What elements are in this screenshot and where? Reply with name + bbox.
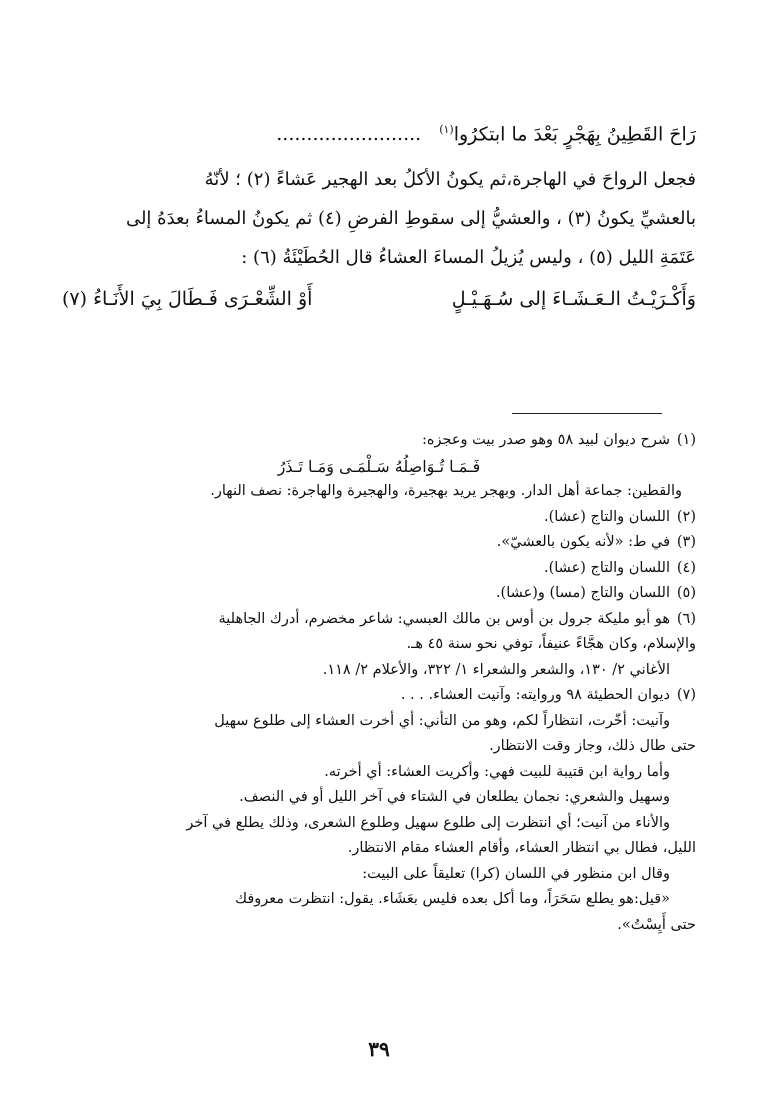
- footnote-text: والقطين: جماعة أهل الدار. وبهجر يريد بهجيرة، والهجيرة والهاجرة: نصف النهار.: [210, 483, 682, 499]
- footnote-number: (١): [676, 432, 696, 448]
- footnote-text: في ط: «لأنه يكون بالعشيّ».: [496, 534, 670, 550]
- verse-first-hemistich: وَأَكْـرَيْـتُ الـعَـشَـاءَ إلى سُـهَـيْـلٍ: [451, 288, 696, 311]
- footnote-1: [62, 428, 696, 454]
- footnote-text: والإسلام، وكان هجَّاءً عنيفاً، توفي نحو سنة ٤٥ هـ.: [406, 636, 696, 652]
- footnote-hemistich: فَـمَـا تُـوَاصِلُهُ سَـلْمَـى وَمَـا تَـذَرُ: [277, 456, 481, 476]
- verse-dots: ........................: [276, 123, 422, 146]
- footnote-text: وأما رواية ابن قتيبة للبيت فهي: وأكريت العشاء: أي أخرته.: [324, 763, 670, 780]
- paragraph-line: عَتَمَةِ الليل (٥) ، وليس يُزيلُ المساءَ العشاءُ قال الحُطَيْئَةُ (٦) :: [241, 247, 696, 269]
- verse-second-hemistich: أَوْ الشِّعْـرَى فَـطَالَ بِيَ الأَنَـاءُ (٧): [62, 288, 313, 311]
- footnote-ref: (١): [439, 123, 454, 136]
- footnote-4: [62, 556, 696, 582]
- footnote-text: الأغاني ٢/ ١٣٠، والشعر والشعراء ١/ ٣٢٢، والأعلام ٢/ ١١٨.: [322, 661, 670, 678]
- paragraph-line: بالعشيِّ يكونُ (٣) ، والعشيُّ إلى سقوطِ الفرضِ (٤) ثم يكونُ المساءُ بعدَهُ إلى: [125, 208, 696, 230]
- page-number: ٣٩: [368, 1037, 390, 1061]
- main-text: [62, 112, 696, 319]
- footnote-3: [62, 530, 696, 556]
- footnote-6: [62, 607, 696, 633]
- footnote-number: (٧): [676, 687, 696, 703]
- footnote-text: اللسان والتاج (عشا).: [544, 508, 670, 525]
- footnote-7: [62, 683, 696, 709]
- paragraph-line: فجعل الرواحَ في الهاجرة،ثم يكونُ الأكلُ بعد الهجير عَشاءً (٢) ؛ لأنّهُ: [204, 169, 696, 191]
- footnote-2: [62, 505, 696, 531]
- hutaya-verse: [62, 279, 696, 319]
- verse-text: رَاحَ القَطِينُ بِهَجْرٍ بَعْدَ ما ابتكرُوا: [453, 123, 696, 146]
- footnote-number: (٢): [676, 508, 696, 525]
- footnote-text: «قيل:هو يطلع سَحَرَاً، وما أكل بعده فليس بعَشَاء. يقول: انتظرت معروفك: [235, 891, 670, 907]
- footnote-text: حتى أَيِسْتُ».: [617, 916, 696, 933]
- footnote-text: حتى طال ذلك، وجاز وقت الانتظار.: [489, 738, 696, 754]
- footnote-text: ديوان الحطيئة ٩٨ وروايته: وآنيت العشاء. . . .: [400, 687, 670, 703]
- footnote-text: والأناء من آنيت؛ أي انتظرت إلى طلوع سهيل وطلوع الشعرى، وذلك يطلع في آخر: [186, 814, 670, 831]
- footnote-5: [62, 581, 696, 607]
- footnote-text: الليل، فطال بي انتظار العشاء، وأقام العشاء مقام الانتظار.: [347, 840, 696, 856]
- footnote-text: هو أبو مليكة جرول بن أوس بن مالك العبسي: شاعر مخضرم، أدرك الجاهلية: [218, 610, 670, 627]
- footnote-number: (٣): [676, 534, 696, 550]
- footnotes: [62, 428, 696, 938]
- footnote-text: وسهيل والشعري: نجمان يطلعان في الشتاء في آخر الليل أو في النصف.: [239, 789, 670, 805]
- footnote-text: شرح ديوان لبيد ٥٨ وهو صدر بيت وعجزه:: [421, 432, 670, 448]
- footnote-separator: [512, 413, 662, 414]
- main-paragraph: [62, 160, 696, 277]
- footnote-text: اللسان والتاج (عشا).: [544, 559, 670, 576]
- opening-verse: [62, 112, 696, 152]
- footnote-number: (٤): [676, 559, 696, 576]
- footnote-text: وقال ابن منظور في اللسان (كرا) تعليقاً على البيت:: [362, 865, 670, 882]
- footnote-text: اللسان والتاج (مسا) و(عشا).: [495, 585, 670, 601]
- footnote-text: وآنيت: أخّرت، انتظاراً لكم، وهو من التأني: أي أخرت العشاء إلى طلوع سهيل: [214, 712, 670, 729]
- footnote-number: (٦): [676, 610, 696, 627]
- footnote-number: (٥): [676, 585, 696, 601]
